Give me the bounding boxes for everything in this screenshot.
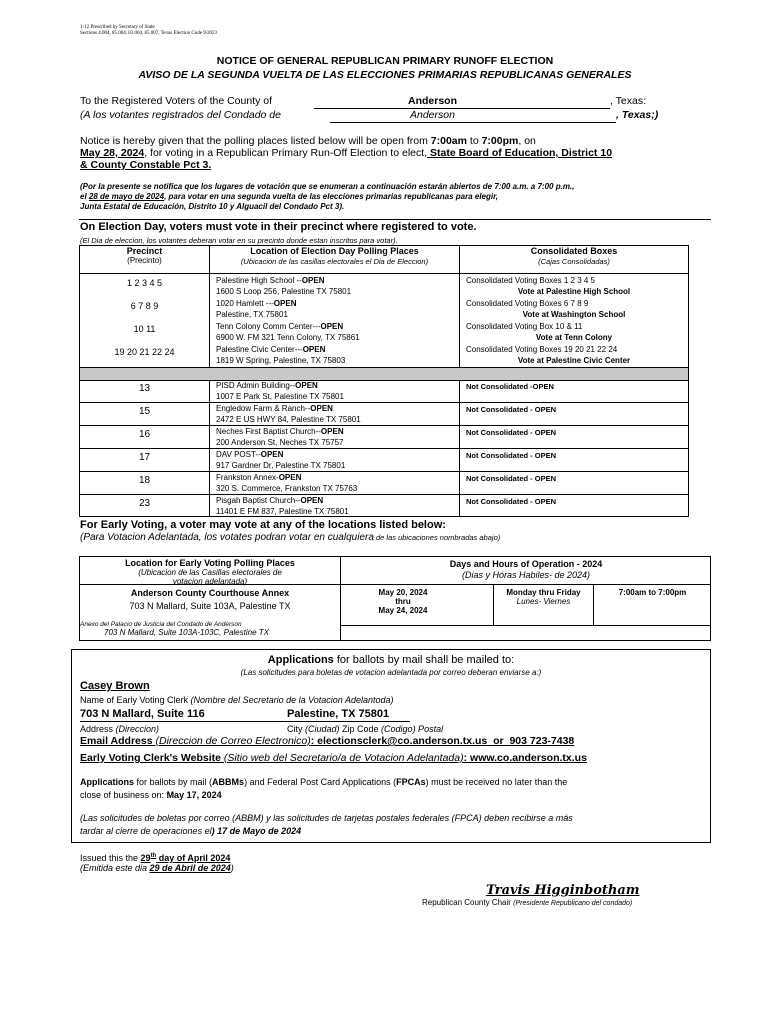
texas-suffix-es: , Texas;) [616,109,659,121]
address-label: Address (Direccion) [80,724,160,734]
ev-location-header: Location for Early Voting Polling Places [125,558,295,568]
clerk-name: Casey Brown [80,680,150,692]
early-voting-heading: For Early Voting, a voter may vote at any of the locations listed below: [80,519,446,531]
ev-date-end: May 24, 2024 [378,606,428,615]
ev-location-es-2: 703 N Mallard, Suite 103A-103C, Palestine TX [104,628,269,637]
consolidated-status: Not Consolidated - OPEN [466,497,556,506]
consolidated-status: Not Consolidated - OPEN [466,405,556,414]
ev-days: Monday thru Friday [506,588,581,597]
polling-place-name: Palestine High School --OPEN [216,276,325,285]
col-header-consolidated: Consolidated Boxes [530,246,618,256]
consolidated-boxes: Consolidated Voting Box 10 & 11 [466,322,583,331]
polling-place-name: Neches First Baptist Church--OPEN [216,427,344,436]
polling-place-address: Palestine, TX 75801 [216,310,288,319]
row-divider [79,494,689,495]
precinct-number: 19 20 21 22 24 [114,347,175,357]
row-divider [79,448,689,449]
polling-place-address: 1600 S Loop 256, Palestine TX 75801 [216,287,352,296]
precinct-number: 15 [138,406,151,417]
col-divider [209,245,210,517]
county-name-es: Anderson [330,109,616,123]
col-divider [459,245,460,517]
notice-line-1: Notice is hereby given that the polling places listed below will be open from 7:00am to 7:00pm, on [80,135,536,147]
row-divider [79,402,689,403]
signature: Travis Higginbotham [486,883,640,898]
ev-location-header-es-2: votacion adelantada) [172,577,248,586]
consolidated-status: Not Consolidated - OPEN [466,451,556,460]
polling-place-address: 320 S. Commerce, Frankston TX 75763 [216,484,358,493]
precinct-number: 18 [138,475,151,486]
email-link[interactable]: electionsclerk@co.anderson.tx.us [317,735,488,747]
deadline-line-2: close of business on: May 17, 2024 [80,790,222,800]
col-header-precinct: Precinct [126,246,163,256]
ev-location-es-1: Anexo del Palacio de Justicia del Condado de Anderson [80,621,242,628]
precinct-number: 23 [138,498,151,509]
deadline-es-line-2: tardar al cierre de operaciones el) 17 de Mayo de 2024 [80,826,302,836]
consolidated-location: Vote at Palestine Civic Center [517,356,631,365]
consolidated-boxes: Consolidated Voting Boxes 6 7 8 9 [466,299,589,308]
notice-line-2: May 28, 2024, for voting in a Republican Primary Run-Off Election to elect, State Board of Education, District 10 [80,147,613,159]
clerk-label: Name of Early Voting Clerk (Nombre del Secretario de la Votacion Adelantoda) [80,695,394,705]
divider [79,219,711,220]
polling-place-address: 917 Gardner Dr, Palestine TX 75801 [216,461,346,470]
county-name-en: Anderson [314,95,610,109]
email-line: Email Address (Direccion de Correo Electronico): electionsclerk@co.anderson.tx.us or 903 723-7438 [80,735,575,747]
precinct-number: 1 2 3 4 5 [126,278,163,288]
mail-heading-es: (Las solicitudes para boletas de votacion adelantada por correo deberan enviarse a:) [240,668,542,677]
polling-place-name: PISD Admin Building--OPEN [216,381,318,390]
row-divider [79,471,689,472]
signature-title: Republican County Chair (Presidente Republicano del condado) [422,898,633,907]
voters-line-es: (A los votantes registrados del Condado de [80,109,281,121]
notice-es-line-3: Junta Estatal de Educación, Distrito 10 y Alguacil del Condado Pct 3). [80,202,345,211]
polling-place-name: Engledow Farm & Ranch--OPEN [216,404,333,413]
clerk-address-line: 703 N Mallard, Suite 116 [80,708,410,722]
consolidated-location: Vote at Washington School [522,310,626,319]
consolidated-status: Not Consolidated -OPEN [466,382,554,391]
consolidated-boxes: Consolidated Voting Boxes 1 2 3 4 5 [466,276,595,285]
polling-place-name: 1020 Hamlett ---OPEN [216,299,297,308]
precinct-number: 13 [138,383,151,394]
clerk-city: Palestine, TX 75801 [287,708,390,720]
consolidated-status: Not Consolidated - OPEN [466,428,556,437]
polling-place-address: 1819 W Spring, Palestine, TX 75803 [216,356,346,365]
precinct-number: 6 7 8 9 [130,301,159,311]
form-number: 1-12 Prescribed by Secretary of State [80,25,155,30]
row-divider [340,625,711,626]
col-header-location: Location of Election Day Polling Places [250,246,419,256]
polling-place-name: Palestine Civic Center---OPEN [216,345,326,354]
ev-days-header-es: (Dias y Horas Habiles- de 2024) [461,570,591,580]
code-sections: Sections 4.004, 85.004, 83.004, 85.007, Texas Election Code 9/2023 [80,31,218,36]
election-day-heading-es: (El Dia de eleccion, los votantes deberan votar en su precinto donde estan inscritos para votar). [80,236,398,245]
polling-place-address: 1007 E Park St, Palestine TX 75801 [216,392,344,401]
consolidated-location: Vote at Tenn Colony [535,333,613,342]
ev-location-header-es-1: (Ubicacion de las Casillas electorales de [138,568,282,577]
row-divider [79,273,689,274]
precinct-number: 10 11 [133,324,156,334]
ev-days-header: Days and Hours of Operation - 2024 [449,559,603,569]
issued-line: Issued this the 29th day of April 2024 [80,853,231,863]
ev-hours: 7:00am to 7:00pm [618,588,687,597]
col-header-precinct-es: (Precinto) [127,256,162,265]
polling-place-name: Tenn Colony Comm Center---OPEN [216,322,344,331]
phone-number: 903 723-7438 [509,735,575,747]
election-day-heading: On Election Day, voters must vote in their precinct where registered to vote. [80,221,477,233]
notice-es-line-1: (Por la presente se notifica que los lugares de votación que se enumeran a continuación estarán abiertos de 7:00 a.m. a 7:00 p.m., [80,182,575,191]
row-divider [79,425,689,426]
deadline-es-line-1: (Las solicitudes de boletas por correo (ABBM) y las solicitudes de tarjetas postales federales (FPCA) deben recibirse a más [80,813,573,823]
polling-place-address: 200 Anderson St, Neches TX 75757 [216,438,344,447]
title-spanish: AVISO DE LA SEGUNDA VUELTA DE LAS ELECCIONES PRIMARIAS REPUBLICANAS GENERALES [138,69,632,81]
polling-place-name: DAV POST--OPEN [216,450,284,459]
precinct-number: 17 [138,452,151,463]
consolidated-boxes: Consolidated Voting Boxes 19 20 21 22 24 [466,345,618,354]
mail-heading: Applications for ballots by mail shall be mailed to: [267,654,515,666]
consolidated-status: Not Consolidated - OPEN [466,474,556,483]
col-header-location-es: (Ubicacion de las casillas electorales el Dia de Eleccion) [240,257,429,266]
precinct-number: 16 [138,429,151,440]
polling-place-name: Pisgah Baptist Church--OPEN [216,496,324,505]
polling-place-name: Frankston Annex-OPEN [216,473,302,482]
ev-location-address: 703 N Mallard, Suite 103A, Palestine TX [129,601,291,611]
issued-line-es: (Emitida este dia 29 de Abril de 2024) [80,863,234,873]
voters-line-en: To the Registered Voters of the County of [80,95,273,107]
deadline-line-1: Applications for ballots by mail (ABBMs) and Federal Post Card Applications (FPCAs) must be received no later than the [80,777,568,787]
table-gray-band [80,367,688,381]
early-voting-heading-es: (Para Votacion Adelantada, los votates podran votar en cualquiera de las ubicaciones nombradas abajo) [80,532,501,543]
notice-es-line-2: el 28 de mayo de 2024, para votar en una segunda vuelta de las elecciones primarias republicanas para elegir, [80,192,498,201]
polling-place-address: 2472 E US HWY 84, Palestine TX 75801 [216,415,361,424]
polling-place-address: 11401 E FM 837, Palestine TX 75801 [216,507,349,516]
col-header-consolidated-es: (Cajas Consolidadas) [538,257,610,266]
ev-location-name: Anderson County Courthouse Annex [130,588,290,598]
website-link[interactable]: www.co.anderson.tx.us [470,752,587,764]
polling-place-address: 6900 W. FM 321 Tenn Colony, TX 75861 [216,333,360,342]
notice-line-3: & County Constable Pct 3. [80,159,212,171]
ev-date-start: May 20, 2024 [378,588,428,597]
texas-suffix-en: , Texas: [610,95,646,107]
title-english: NOTICE OF GENERAL REPUBLICAN PRIMARY RUNOFF ELECTION [216,55,554,67]
consolidated-location: Vote at Palestine High School [517,287,631,296]
ev-days-es: Lunes- Viernes [516,597,571,606]
ev-date-thru: thru [395,597,411,606]
city-label: City (Ciudad) Zip Code (Codigo) Postal [287,724,444,734]
website-line: Early Voting Clerk's Website (Sitio web del Secretario/a de Votacion Adelantada): www.co.anderson.tx.us [80,752,587,764]
